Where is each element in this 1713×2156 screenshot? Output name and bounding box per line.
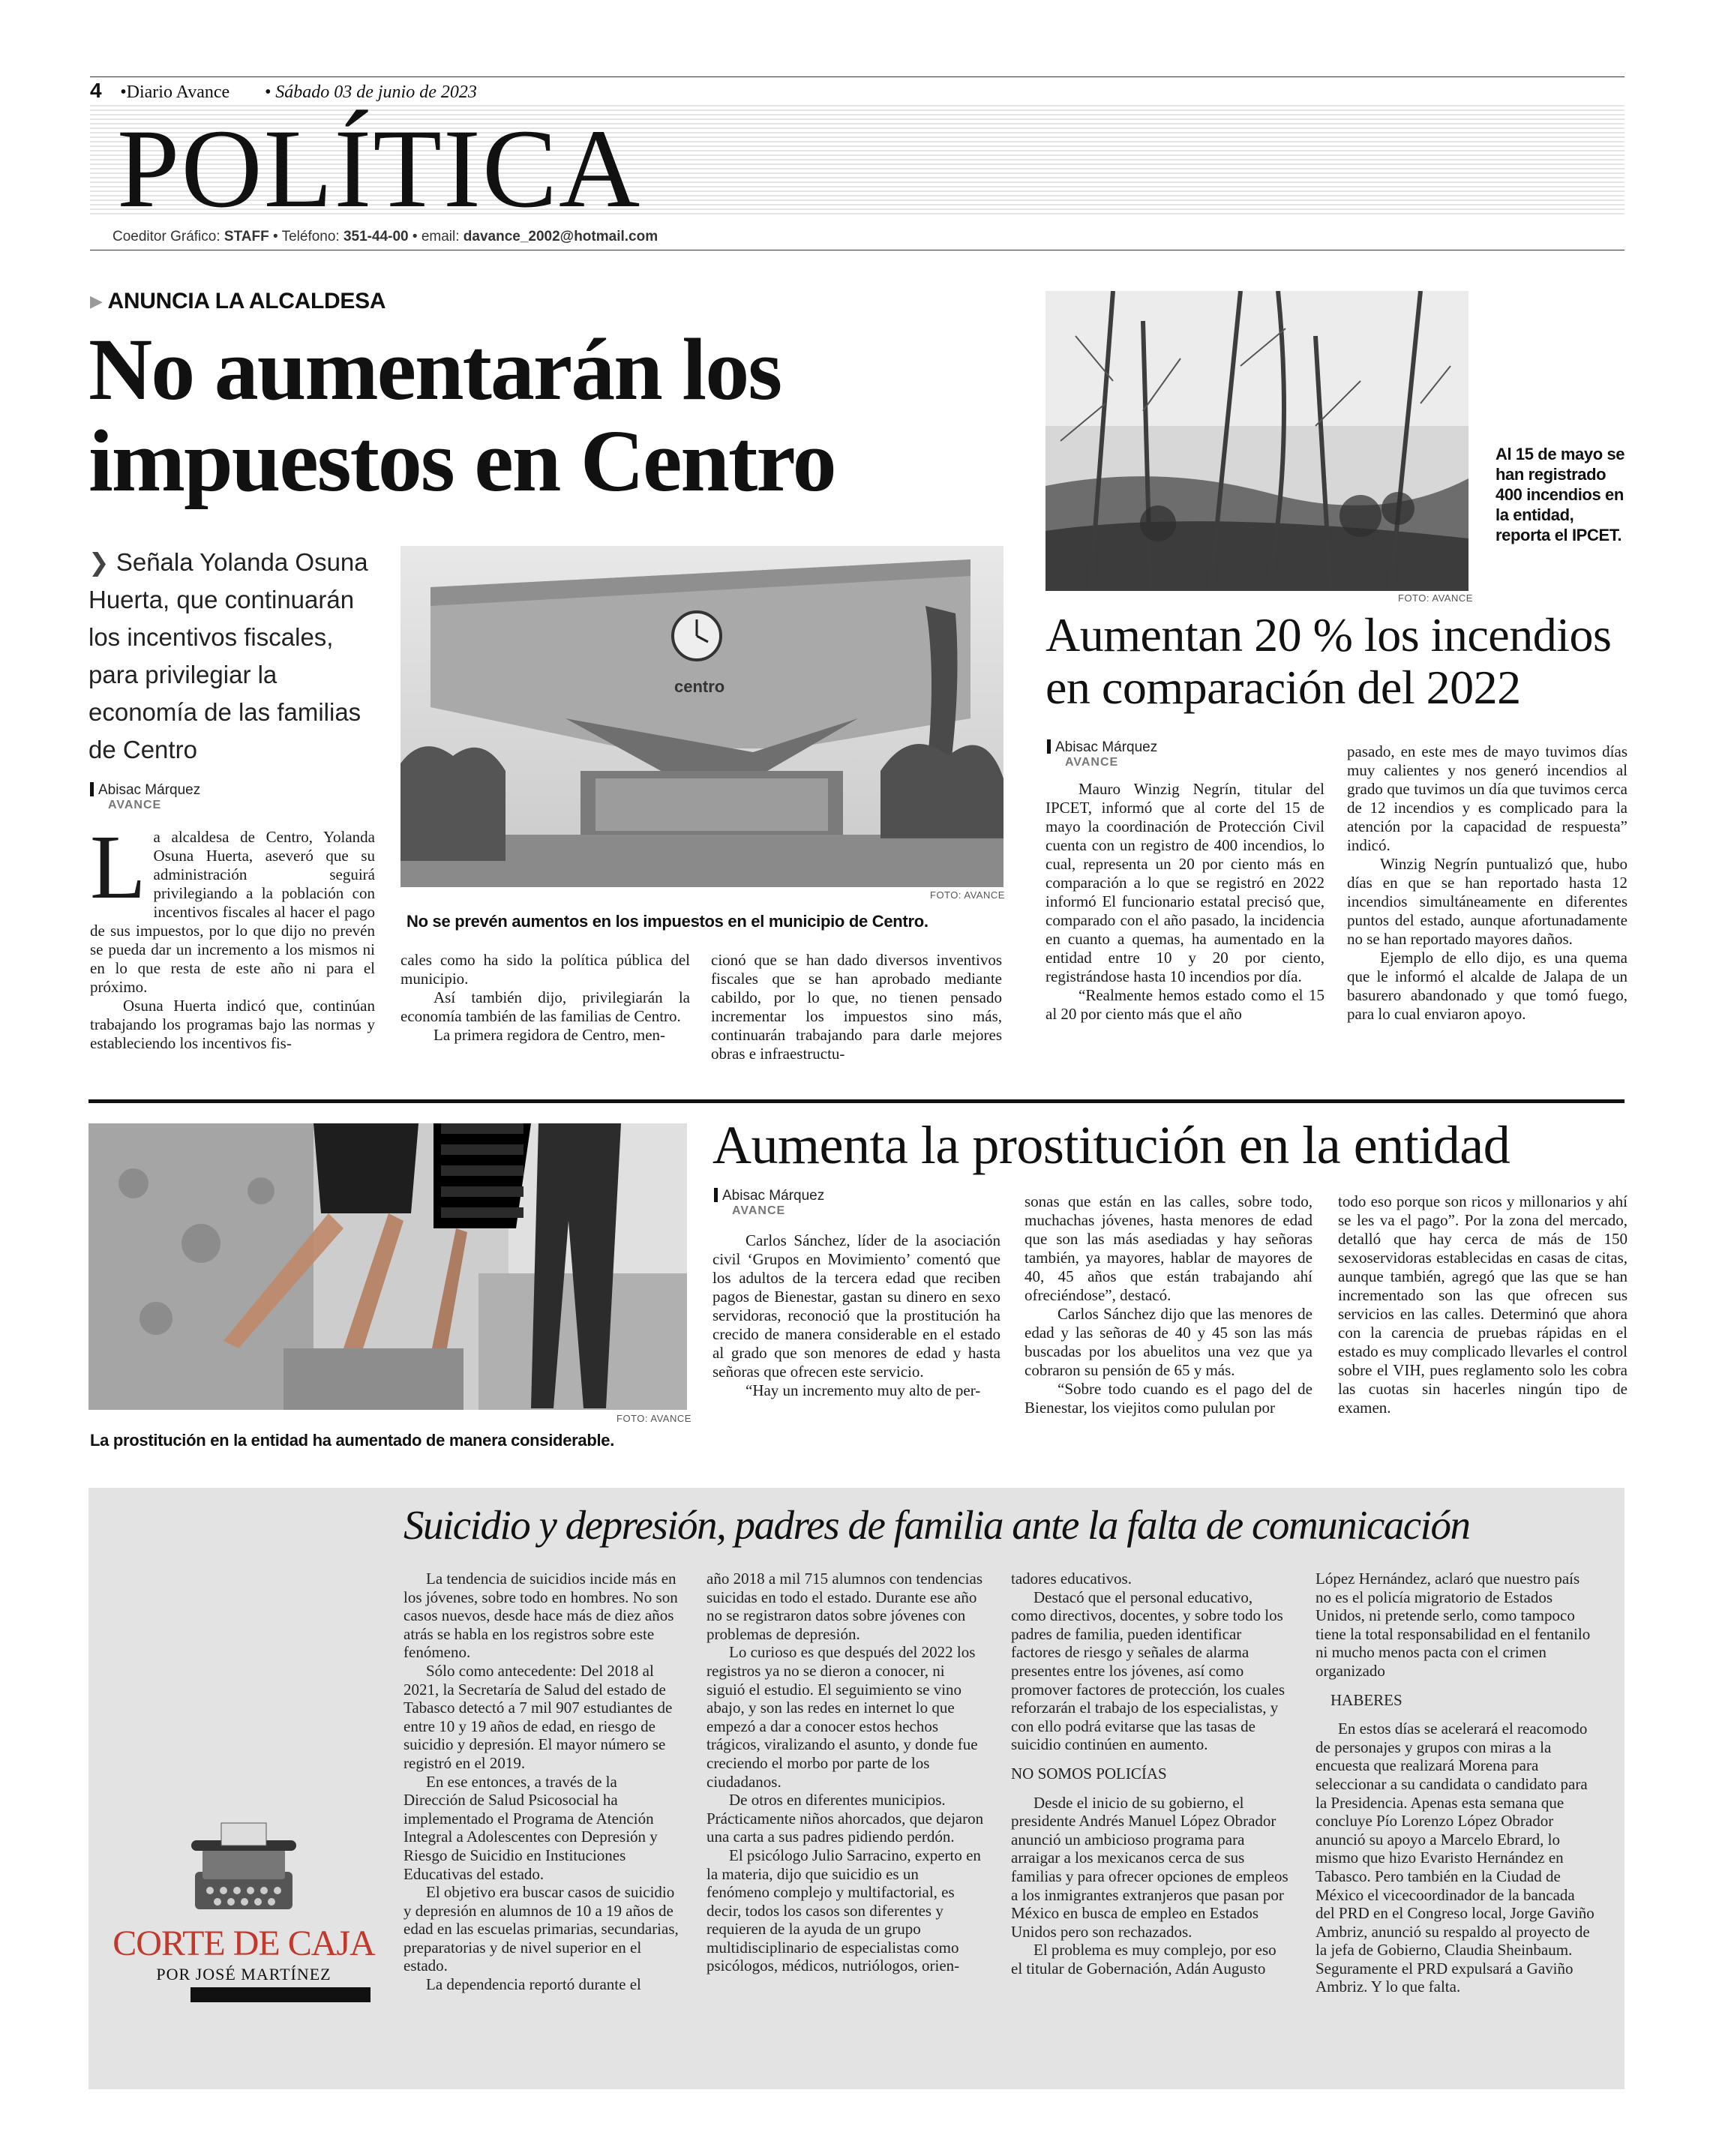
headline-impuestos: No aumentarán los impuestos en Centro xyxy=(88,320,836,510)
page-number: 4 xyxy=(90,79,102,102)
opinion-col2: año 2018 a mil 715 alumnos con tendencias suicidas en todo el estado. Durante ese año no se registraron datos sobre jóvenes con problemas de depresión. Lo curioso es que después del 2022 los registros ya no se dieron a conocer, ni siguió el estudio. El seguimiento se vino abajo, y son las redes en internet lo que empezó a dar a conocer estos hechos trágicos, viralizando el asunto, y donde fue creciendo el morbo por parte de los ciudadanos. De otros en diferentes municipios. Prácticamente niños ahorcados, que dejaron una carta a sus padres pidiendo perdón. El psicólogo Julio Sarracino, experto en la materia, dijo que suicidio es un fenómeno complejo y multifactorial, es decir, todos los casos son diferentes y requieren de la ayuda de un grupo multidisciplinario de especialistas como psicólogos, médicos, nutriólogos, orien- xyxy=(706,1570,984,1975)
article3-col1: Carlos Sánchez, líder de la asociación civil ‘Grupos en Movimiento’ comentó que los adultos de la tercera edad que reciben pagos de Bienestar, gastan su dinero en sexo servidoras, reconoció que la prostitución ha crecido de manera considerable en el estado al grado que son menores de edad y hasta señoras que ofrecen este servicio. “Hay un incremento muy alto de per- xyxy=(712,1231,1000,1399)
opinion-col1: La tendencia de suicidios incide más en los jóvenes, sobre todo en hombres. No son casos nuevos, desde hace más de diez años atrás se habla en los registros sobre este fenómeno. Sólo como antecedente: Del 2018 al 2021, la Secretaría de Salud del estado de Tabasco detectó a 7 mil 907 estudiantes de entre 10 y 19 años de edad, en riesgo de suicidio y depresión. El mayor número se registró en el 2019. En ese entonces, a través de la Dirección de Salud Psicosocial ha implementado el Programa de Atención Integral a Adolescentes con Depresión y Riesgo de Suicidio en Instituciones Educativas del estado. El objetivo era buscar casos de suicidio y depresión en alumnos de 10 a 19 años de edad en las escuelas primarias, secundarias, preparatorias y de nivel superior en el estado. La dependencia reportó durante el xyxy=(404,1570,679,1994)
headline-prostitucion: Aumenta la prostitución en la entidad xyxy=(712,1115,1510,1175)
article1-col1: La alcaldesa de Centro, Yolanda Osuna Huerta, aseveró que su administración seguirá privilegiando a la población con incentivos fiscales al hacer el pago de sus impuestos, por lo que dijo no prevén se pueda dar un incremento a los mismos ni en lo que resta de este año ni para el próximo. Osuna Huerta indicó que, continúan trabajando los programas bajo las normas y estableciendo los incentivos fis- xyxy=(90,817,375,1052)
opinion-col4: López Hernández, aclaró que nuestro país no es el policía migratorio de Estados Unidos, ni pretende serlo, como tampoco tiene la total responsabilidad en el fentanilo ni mucho menos pacta con el crimen organizado HABERES En estos días se acelerará el reacomodo de personajes y grupos con miras a la encuesta que realizará Morena para seleccionar a su candidata o candidato para la Presidencia. Apenas esta semana que concluye Pío Lorenzo López Obrador anunció su apoyo a Marcelo Ebrard, lo mismo que hizo Evaristo Hernández en Tabasco. Pero también en la Ciudad de México el vicecoordinador de la bancada del PRD en el Congreso local, Jorge Gaviño Ambriz, anunció su respaldo al proyecto de la jefa de Gobierno, Claudia Sheinbaum. Seguramente el PRD expulsará a Gaviño Ambriz. Y lo que falta. xyxy=(1316,1570,1594,1996)
photo-caption: No se prevén aumentos en los impuestos en el municipio de Centro. xyxy=(406,912,928,931)
article2-col1: Mauro Winzig Negrín, titular del IPCET, informó que al corte del 15 de mayo la coordinación de Protección Civil cuenta con un registro de 400 incendios, lo cual, representa un 20 por ciento más en comparación a lo que se registró en 2022 informó El funcionario estatal precisó que, comparado con el año pasado, la incidencia en cuanto a quemas, ha aumentado en la entidad entre 10 y 20 por ciento, registrándose hasta 10 incendios por día. “Realmente hemos estado como el 15 al 20 por ciento más que el año xyxy=(1046,780,1324,1023)
photo-centro-building xyxy=(400,546,1004,887)
opinion-title: Suicidio y depresión, padres de familia ante la falta de comunicación xyxy=(404,1502,1470,1548)
newspaper-name: •Diario Avance xyxy=(120,82,230,102)
typewriter-icon xyxy=(188,1819,300,1917)
byline: Abisac Márquez AVANCE xyxy=(90,782,200,813)
article3-col3: todo eso porque son ricos y millonarios y ahí se les va el pago”. Por la zona del mercado, detalló que hay cerca de más de 150 sexoservidoras establecidas en casas de citas, aunque también, agregó que las que se han incrementado son las que ofrecen sus servicios en las calles. Determinó que ahora con la carencia de pruebas rápidas en el estado es muy complicado llevarles el control sobre el VIH, pues reglamento solo les cobra las cuotas sin hacerles ningún tipo de examen. xyxy=(1338,1192,1628,1417)
staff-line: Coeditor Gráfico: STAFF • Teléfono: 351-44-00 • email: davance_2002@hotmail.com xyxy=(112,229,658,244)
photo-forest-fire xyxy=(1046,291,1468,591)
byline-prostitucion: Abisac Márquez AVANCE xyxy=(714,1188,824,1219)
logo-title: CORTE DE CAJA xyxy=(112,1924,375,1963)
photo-caption-street: La prostitución en la entidad ha aumentado de manera considerable. xyxy=(90,1431,615,1450)
kicker: ▶ ANUNCIA LA ALCALDESA xyxy=(90,289,386,313)
email-link[interactable]: davance_2002@hotmail.com xyxy=(463,229,658,244)
issue-date: • Sábado 03 de junio de 2023 xyxy=(264,82,477,102)
subhead-no-somos-policias: NO SOMOS POLICÍAS xyxy=(1011,1764,1167,1783)
drop-cap: L xyxy=(90,817,146,918)
opinion-col3: tadores educativos. Destacó que el personal educativo, como directivos, docentes, y sobre todo los padres de familia, pueden identificar factores de riesgo y señales de alarma presentes entre los jóvenes, así como promover factores de protección, los cuales reforzarán el trabajo de los especialistas, y con ello podrá evitarse que las tasas de suicidio continúen en aumento. NO SOMOS POLICÍAS Desde el inicio de su gobierno, el presidente Andrés Manuel López Obrador anunció un ambicioso programa para arraigar a los mexicanos cerca de sus familias y para ofrecer opciones de empleos a los inmigrantes extranjeros que pasan por México en busca de empleo en Estados Unidos pero son rechazados. El problema es muy complejo, por eso el titular de Gobernación, Adán Augusto xyxy=(1011,1570,1290,1978)
photo-credit-fire: FOTO: AVANCE xyxy=(1398,592,1473,604)
article2-col2: pasado, en este mes de mayo tuvimos días muy calientes y nos generó incendios al grado que tuvimos un día que tuvimos cerca de 12 incendios y es complicado para la atención por la capacidad de respuesta” indicó. Winzig Negrín puntualizó que, hubo días en que se han reportado hasta 12 incendios simultáneamente en diferentes puntos del estado, aunque afortunadamente no se han reportado mayores daños. Ejemplo de ello dijo, es una quema que le informó el alcalde de Jalapa de un basurero abandonado y que tomó fuego, para lo cual enviaron apoyo. xyxy=(1347,742,1628,1023)
article3-col2: sonas que están en las calles, sobre todo, muchachas jóvenes, hasta menores de edad que son las más asediadas y hay señoras también, ya mayores, hablar de mayores de 40, 45 años que están trabajando ahí ofreciéndose”, destacó. Carlos Sánchez dijo que las menores de edad y las señoras de 40 y 45 son las más buscadas por los abuelitos una vez que ya cobraron su pensión de 65 y más. “Sobre todo cuando es el pago del de Bienestar, los viejitos como pululan por xyxy=(1024,1192,1312,1417)
building-sign: centro xyxy=(674,677,725,696)
top-rule xyxy=(90,76,1624,77)
chevron-marker-icon: ❯ xyxy=(88,548,110,576)
section-divider xyxy=(88,1099,1624,1103)
triangle-right-icon: ▶ xyxy=(90,292,103,310)
folio xyxy=(90,79,477,103)
article1-col3: cionó que se han dado diversos inventivos fiscales que se han aprobado mediante cabildo, por lo que, no tienen pensado incrementar los impuestos sino más, continuarán trabajando para darle mejores obras e infraestructu- xyxy=(711,951,1002,1063)
deck: ❯ Señala Yolanda Osuna Huerta, que continuarán los incentivos fiscales, para privilegiar la economía de las familias de Centro xyxy=(88,548,368,763)
article1-col2: cales como ha sido la política pública del municipio. Así también dijo, privilegiarán la economía también de las familias de Centro. La primera regidora de Centro, men- xyxy=(400,951,690,1044)
side-caption-fire: Al 15 de mayo se han registrado 400 incendios en la entidad, reporta el IPCET. xyxy=(1496,445,1625,544)
photo-street xyxy=(88,1123,687,1410)
logo-bar xyxy=(190,1987,370,2002)
byline-incendios: Abisac Márquez AVANCE xyxy=(1047,739,1157,770)
subhead-haberes: HABERES xyxy=(1330,1690,1402,1709)
logo-author: POR JOSÉ MARTÍNEZ xyxy=(156,1965,332,1984)
photo-credit: FOTO: AVANCE xyxy=(930,889,1005,901)
section-title: POLÍTICA xyxy=(117,106,642,231)
photo-credit-street: FOTO: AVANCE xyxy=(616,1413,692,1424)
headline-incendios: Aumentan 20 % los incendios en comparación del 2022 xyxy=(1046,608,1612,714)
